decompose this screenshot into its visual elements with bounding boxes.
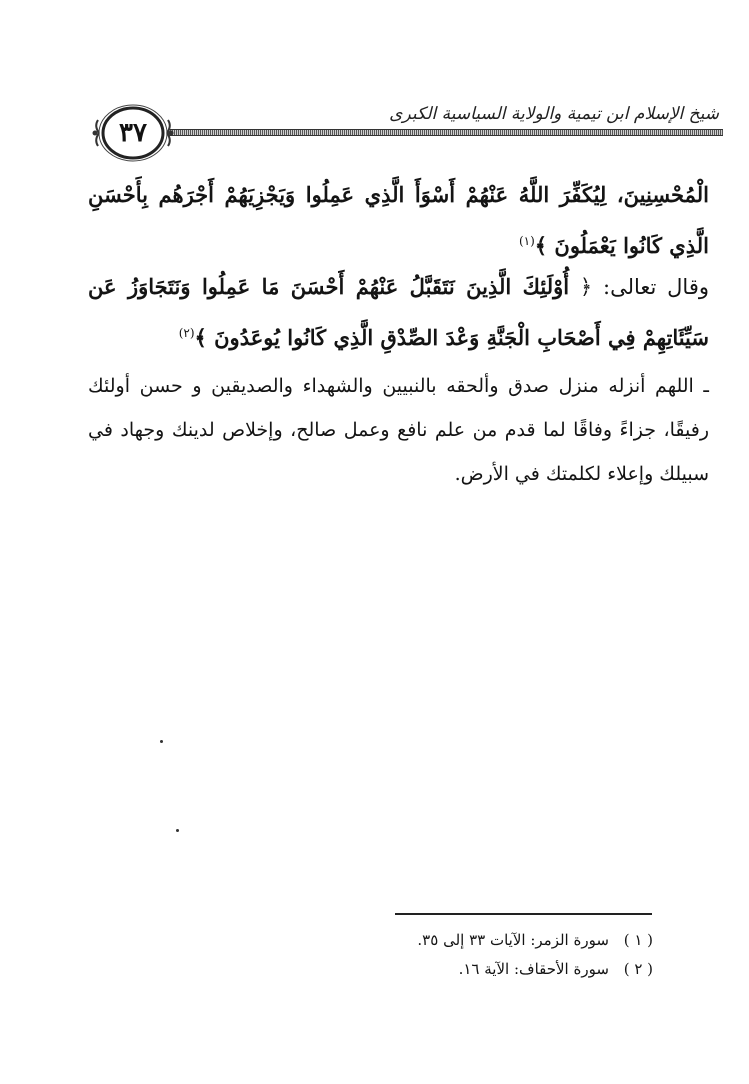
footnote-text: سورة الأحقاف: الآية ١٦. (458, 960, 609, 978)
footnote-number: ( ٢ ) (623, 960, 653, 978)
footnote-number: ( ١ ) (623, 931, 653, 949)
running-header-title: شيخ الإسلام ابن تيمية والولاية السياسية الكبرى (389, 104, 719, 124)
header-rule (168, 129, 723, 136)
footnote-ref-2: (٢) (178, 326, 195, 340)
prayer-paragraph: ـ اللهم أنزله منزل صدق وألحقه بالنبيين والشهداء والصديقين و حسن أولئك رفيقًا، جزاءً وفاقًا لما قدم من علم نافع وعمل صالح، وإخلاص لدينك وجهاد في سبيلك وإعلاء لكلمتك في الأرض. (88, 375, 709, 485)
page-number-badge (92, 104, 174, 162)
scan-speck (176, 829, 179, 832)
footnote-item (417, 926, 653, 955)
footnote-ref-1: (١) (518, 234, 535, 248)
verse-text: الْمُحْسِنِينَ، لِيُكَفِّرَ اللَّهُ عَنْهُمْ أَسْوَأَ الَّذِي عَمِلُوا وَيَجْزِيَهُمْ أَجْرَهُم بِأَحْسَنِ الَّذِي كَانُوا يَعْمَلُونَ ﴾ (88, 182, 709, 258)
page-number: ٣٧ (119, 118, 147, 148)
footnote-item (417, 955, 653, 984)
scan-speck (160, 740, 163, 743)
footnote-text: سورة الزمر: الآيات ٣٣ إلى ٣٥. (417, 931, 609, 949)
quote-intro: وقال تعالى: ﴿ (579, 275, 709, 299)
verse-paragraph (88, 172, 709, 269)
quote-verse: أُوْلَئِكَ الَّذِينَ نَتَقَبَّلُ عَنْهُمْ أَحْسَنَ مَا عَمِلُوا وَنَتَجَاوَزُ عَن سَيِّئَاتِهِمْ فِي أَصْحَابِ الْجَنَّةِ وَعْدَ الصِّدْقِ الَّذِي كَانُوا يُوعَدُونَ ﴾ (88, 274, 709, 350)
quote-paragraph (88, 264, 709, 361)
footnote-separator (395, 913, 652, 915)
footnotes (417, 926, 653, 984)
